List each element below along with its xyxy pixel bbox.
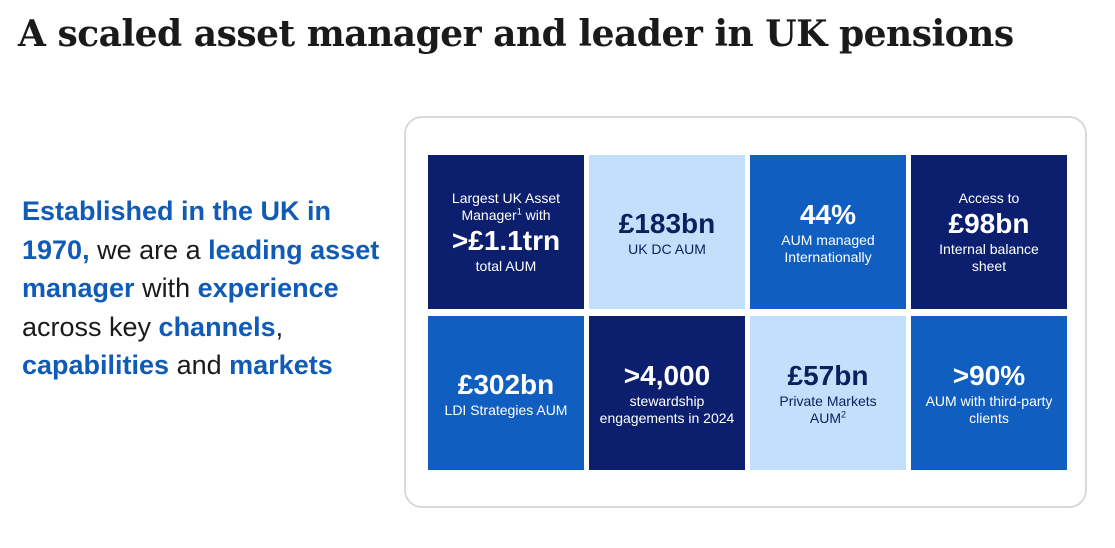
intro-highlight-leading: leading asset manager [22,234,380,303]
stat-tile-stewardship [589,316,745,470]
intro-text [22,192,382,385]
stat-tile-ldi [428,316,584,470]
stat-tile-third-party [911,316,1067,470]
intro-text-segment: with [134,273,198,303]
page-title: A scaled asset manager and leader in UK pensions [18,13,1014,55]
stat-label-line: AUM [809,410,842,426]
footnote-marker: 2 [841,409,847,420]
stat-tile-uk-dc-aum [589,155,745,309]
stat-label-line: AUM managed [781,232,875,248]
stat-label-line: engagements in 2024 [599,410,735,426]
intro-text-segment: , [275,311,284,342]
stat-label [779,393,876,427]
intro-text-segment: we are a [89,234,209,265]
intro-text-segment: and [169,350,230,380]
footnote-marker: 1 [516,205,522,216]
stat-label [939,241,1039,275]
stat-tile-private-markets [750,316,906,470]
stat-label: Largest UK Asset [451,189,561,206]
stat-label-line: Private Markets [779,393,877,409]
stat-label-line: Internationally [784,249,872,265]
stat-value: £302bn [457,368,555,400]
stat-value: >90% [952,360,1026,391]
stat-tile-balance-sheet [911,155,1067,309]
stat-value: >£1.1trn [451,224,561,256]
stat-tile-international [750,155,906,309]
stat-label-line: Internal balance [939,240,1039,257]
stat-label [781,232,874,266]
stat-label: Access to [958,189,1020,206]
stat-value: £98bn [948,207,1030,239]
stat-label: with [521,206,551,223]
stat-label-line: sheet [971,257,1007,274]
stat-value: £57bn [787,360,869,391]
intro-highlight-capabilities: capabilities [22,350,170,380]
stat-label-line: AUM with third-party [925,393,1053,409]
stat-label [926,393,1053,427]
stat-label: LDI Strategies AUM [444,401,568,418]
intro-highlight-channels: channels [158,311,276,342]
stat-label-line: stewardship [629,393,705,409]
intro-highlight-markets: markets [229,350,333,380]
stat-value: >4,000 [623,360,711,391]
intro-highlight-established: Established in the UK in 1970, [22,196,332,265]
stat-label: Manager [461,206,517,223]
stat-label: UK DC AUM [628,240,706,257]
stat-tile-total-aum-intro [452,190,560,224]
stat-value: 44% [799,199,857,230]
stat-label: total AUM [475,257,537,274]
stat-label [600,393,735,427]
intro-highlight-experience: experience [197,273,339,303]
stat-value: £183bn [618,207,716,239]
intro-text-segment: across key [22,311,159,342]
stat-label-line: clients [969,410,1009,426]
stat-tile-total-aum [428,155,584,309]
